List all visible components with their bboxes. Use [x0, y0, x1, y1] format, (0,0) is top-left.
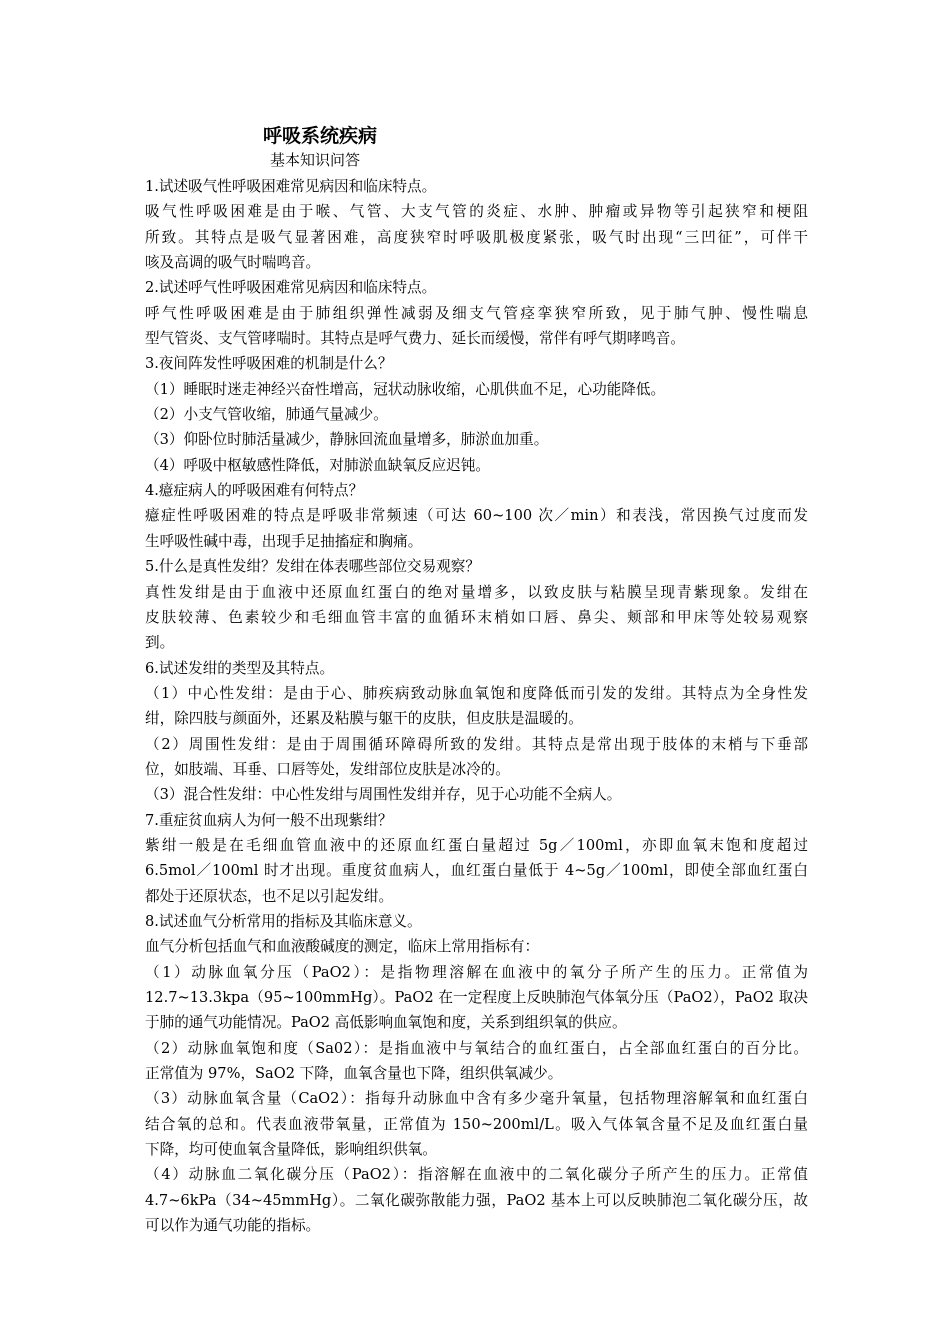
text-line: （1）睡眠时迷走神经兴奋性增高，冠状动脉收缩，心肌供血不足，心功能降低。 — [145, 380, 666, 398]
text-line: （1）动脉血氧分压（PaO2）：是指物理溶解在血液中的氧分子所产生的压力。正常值为 — [145, 963, 808, 981]
text-line: （4）动脉血二氧化碳分压（PaO2）：指溶解在血液中的二氧化碳分子所产生的压力。正常值 — [145, 1166, 808, 1184]
text-line: 于肺的通气功能情况。PaO2 高低影响血氧饱和度，关系到组织氧的供应。 — [145, 1014, 627, 1032]
text-line: 真性发绀是由于血液中还原血红蛋白的绝对量增多，以致皮肤与粘膜呈现青紫现象。发绀在 — [145, 583, 808, 601]
text-line: 6.5mol／100ml 时才出现。重度贫血病人，血红蛋白量低于 4~5g／100ml，即使全部血红蛋白 — [145, 862, 808, 880]
text-line: 12.7~13.3kpa（95~100mmHg）。PaO2 在一定程度上反映肺泡气体氧分压（PaO2），PaO2 取决 — [145, 989, 808, 1006]
text-line: 所致。其特点是吸气显著困难，高度狭窄时呼吸肌极度紧张，吸气时出现“三凹征”，可伴干 — [145, 228, 808, 246]
text-line: 2.试述呼气性呼吸困难常见病因和临床特点。 — [145, 279, 437, 297]
text-line: 吸气性呼吸困难是由于喉、气管、大支气管的炎症、水肿、肿瘤或异物等引起狭窄和梗阻 — [145, 203, 808, 221]
text-line: 绀，除四肢与颜面外，还累及粘膜与躯干的皮肤，但皮肤是温暖的。 — [145, 710, 583, 728]
text-line: （1）中心性发绀：是由于心、肺疾病致动脉血氧饱和度降低而引发的发绀。其特点为全身性发 — [145, 684, 808, 702]
text-line: 咳及高调的吸气时喘鸣音。 — [145, 254, 321, 272]
text-line: 5.什么是真性发绀？发绀在体表哪些部位交易观察？ — [145, 558, 480, 576]
text-line: 到。 — [145, 634, 175, 652]
text-line: 下降，均可使血氧含量降低，影响组织供氧。 — [145, 1141, 437, 1159]
document-body — [145, 174, 808, 1238]
text-line: 皮肤较薄、色素较少和毛细血管丰富的血循环末梢如口唇、鼻尖、颊部和甲床等处较易观察 — [145, 608, 808, 626]
text-line: （3）混合性发绀：中心性发绀与周围性发绀并存，见于心功能不全病人。 — [145, 786, 622, 804]
text-line: 紫绀一般是在毛细血管血液中的还原血红蛋白量超过 5g／100ml，亦即血氧末饱和度超过 — [145, 836, 808, 854]
text-line: 4.7~6kPa（34~45mmHg）。二氧化碳弥散能力强，PaO2 基本上可以反映肺泡二氧化碳分压，故 — [145, 1191, 808, 1209]
text-line: 7.重症贫血病人为何一般不出现紫绀？ — [145, 811, 393, 829]
text-line: 1.试述吸气性呼吸困难常见病因和临床特点。 — [145, 178, 437, 195]
text-line: 呼气性呼吸困难是由于肺组织弹性减弱及细支气管痉挛狭窄所致，见于肺气肿、慢性喘息 — [145, 304, 808, 322]
text-line: 生呼吸性碱中毒，出现手足抽搐症和胸痛。 — [145, 532, 423, 550]
text-line: （2）周围性发绀：是由于周围循环障碍所致的发绀。其特点是常出现于肢体的末梢与下垂部 — [145, 735, 808, 753]
text-line: （4）呼吸中枢敏感性降低，对肺淤血缺氧反应迟钝。 — [145, 456, 490, 474]
text-line: 位，如肢端、耳垂、口唇等处，发绀部位皮肤是冰冷的。 — [145, 760, 510, 778]
text-line: （3）仰卧位时肺活量减少，静脉回流血量增多，肺淤血加重。 — [145, 431, 549, 449]
document-title: 呼吸系统疾病 — [263, 125, 378, 147]
text-line: 8.试述血气分析常用的指标及其临床意义。 — [145, 912, 422, 930]
text-line: 型气管炎、支气管哮喘时。其特点是呼气费力、延长而缓慢，常伴有呼气期哮鸣音。 — [145, 330, 685, 348]
text-line: 6.试述发绀的类型及其特点。 — [145, 659, 335, 677]
document-subtitle: 基本知识问答 — [270, 151, 361, 169]
text-line: 可以作为通气功能的指标。 — [145, 1217, 321, 1235]
text-line: 癔症性呼吸困难的特点是呼吸非常频速（可达 60~100 次／min）和表浅，常因换气过度而发 — [145, 507, 808, 525]
text-line: （2）动脉血氧饱和度（Sa02）：是指血液中与氧结合的血红蛋白，占全部血红蛋白的百分比。 — [145, 1039, 808, 1057]
text-line: （3）动脉血氧含量（CaO2）：指每升动脉血中含有多少毫升氧量，包括物理溶解氧和血红蛋白 — [145, 1090, 808, 1108]
text-line: 血气分析包括血气和血液酸碱度的测定，临床上常用指标有： — [145, 938, 540, 956]
text-line: 结合氧的总和。代表血液带氧量，正常值为 150~200ml/L。吸入气体氧含量不足及血红蛋白量 — [145, 1115, 808, 1133]
text-line: （2）小支气管收缩，肺通气量减少。 — [145, 406, 388, 424]
text-line: 都处于还原状态，也不足以引起发绀。 — [145, 887, 394, 905]
text-line: 正常值为 97%，SaO2 下降，血氧含量也下降，组织供氧减少。 — [145, 1065, 563, 1083]
text-line: 4.癔症病人的呼吸困难有何特点？ — [145, 482, 364, 500]
text-line: 3.夜间阵发性呼吸困难的机制是什么？ — [145, 355, 393, 373]
